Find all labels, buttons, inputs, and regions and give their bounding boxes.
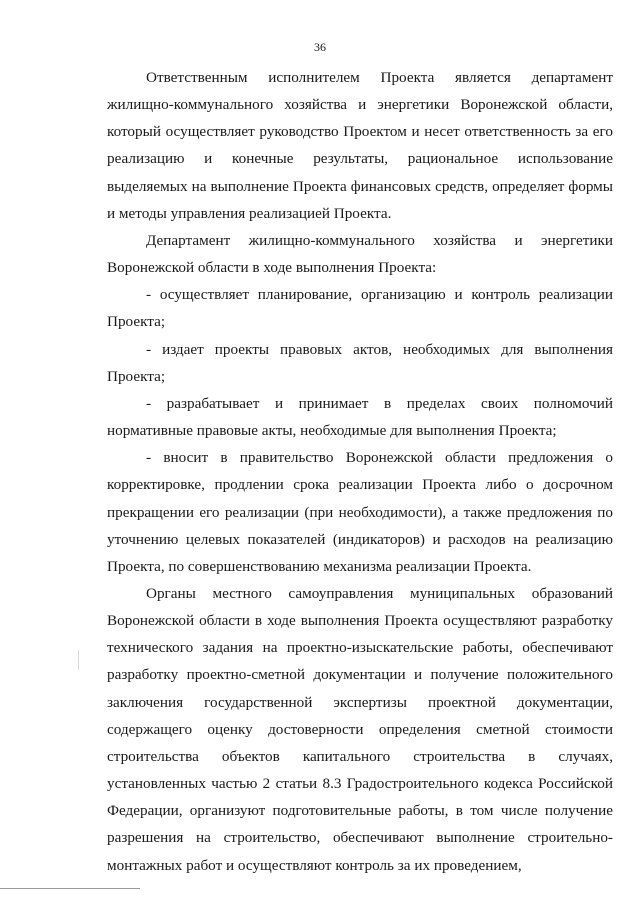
list-item: - вносит в правительство Воронежской области предложения о корректировке, продлении срока реализации Проекта либо о досрочном прекращении его реализации (при необходимости), а также предложения по уточнению целевых показателей (индикаторов) и расходов на реализацию Проекта, по совершенствованию механизма реализации Проекта. (107, 449, 613, 575)
list-item: - разрабатывает и принимает в пределах своих полномочий нормативные правовые акты, необходимые для выполнения Проекта; (107, 394, 613, 440)
list-item: - осуществляет планирование, организацию и контроль реализации Проекта; (107, 286, 613, 331)
paragraph-responsible-executor: Ответственным исполнителем Проекта является департамент жилищно-коммунального хозяйства и энергетики Воронежской области, который осуществляет руководство Проектом и несет ответственность за его реализацию и конечные результаты, рациональное использование выделяемых на выполнение Проекта финансовых средств, определяет формы и методы управления реализацией Проекта. (107, 69, 613, 222)
paragraph-department-intro: Департамент жилищно-коммунального хозяйства и энергетики Воронежской области в ходе выполнения Проекта: (107, 231, 613, 277)
document-body (107, 64, 613, 879)
scan-mark (78, 650, 79, 670)
list-item: - издает проекты правовых актов, необходимых для выполнения Проекта; (107, 340, 613, 385)
paragraph-local-authorities: Органы местного самоуправления муниципальных образований Воронежской области в ходе выполнения Проекта осуществляют разработку технического задания на проектно-изыскательские работы, обеспечивают разработку проектно-сметной документации и получение положительного заключения государственной экспертизы проектной документации, содержащего оценку достоверности определения сметной стоимости строительства объектов капитального строительства в случаях, установленных частью 2 статьи 8.3 Градостроительного кодекса Российской Федерации, организуют подготовительные работы, в том числе получение разрешения на строительство, обеспечивают выполнение строительно-монтажных работ и осуществляют контроль за их проведением, (107, 584, 613, 874)
footnote-rule (0, 888, 140, 889)
page-number: 36 (314, 40, 326, 54)
